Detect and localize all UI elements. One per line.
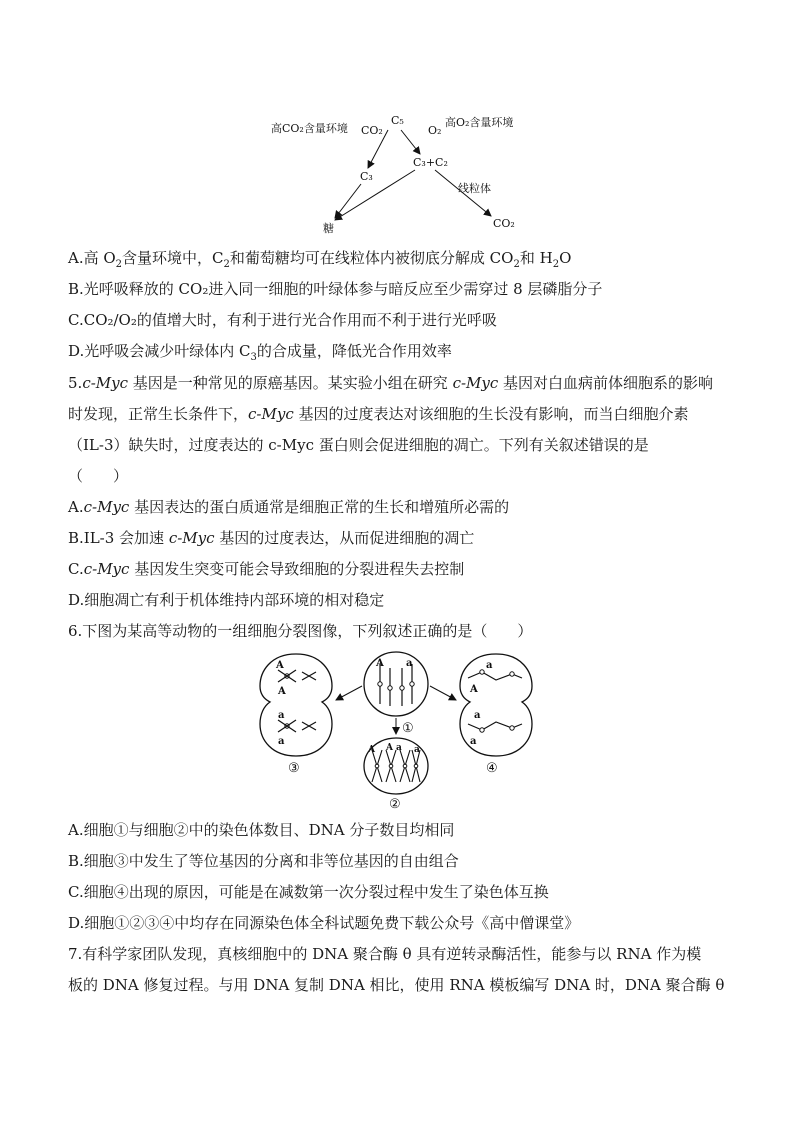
label-high-o2: 高O₂含量环境 [445, 116, 514, 129]
arrow-c3-to-sugar [335, 184, 361, 218]
photorespiration-diagram [265, 108, 535, 238]
label-c3: C₃ [360, 170, 373, 183]
cell4-allele-A: A [470, 684, 478, 695]
arrow-c3c2-to-sugar [335, 170, 415, 220]
cell2-allele-a1: a [396, 743, 402, 753]
q4-option-a: A.高 $O_2$含量环境中，$C_2$和葡萄糖均可在线粒体内被彻底分解成 $CO_2$和 $H_2O$ [68, 249, 572, 270]
label-mito: 线粒体 [458, 182, 491, 195]
label-co2-out: CO₂ [493, 217, 515, 230]
q7-stem-line1: 7.有科学家团队发现，真核细胞中的 DNA 聚合酶 θ 具有逆转录酶活性，能参与以 RNA 作为模 [68, 945, 702, 963]
cell-2 [364, 738, 428, 810]
q4-option-d: D.光呼吸会减少叶绿体内 $C_3$的合成量，降低光合作用效率 [68, 342, 452, 363]
q5-stem-line1: 5.c-Myc 基因是一种常见的原癌基因。某实验小组在研究 c-Myc 基因对白血病前体细胞系的影响 [68, 374, 714, 392]
q6-option-b: B.细胞③中发生了等位基因的分离和非等位基因的自由组合 [68, 852, 459, 870]
q4-option-b: B.光呼吸释放的 CO₂进入同一细胞的叶绿体参与暗反应至少需穿过 8 层磷脂分子 [68, 280, 603, 298]
cell2-label: ② [389, 797, 401, 810]
q5-stem-line2: 时发现，正常生长条件下，c-Myc 基因的过度表达对该细胞的生长没有影响，而当白细胞介素 [68, 405, 689, 423]
label-sugar: 糖 [323, 222, 334, 235]
q6-option-c: C.细胞④出现的原因，可能是在减数第一次分裂过程中发生了染色体互换 [68, 883, 549, 901]
label-co2-left: CO₂ [361, 124, 383, 137]
cell3-allele-A2: A [278, 686, 286, 697]
q6-option-a: A.细胞①与细胞②中的染色体数目、DNA 分子数目均相同 [68, 821, 455, 839]
arrow-1-to-3 [336, 686, 362, 700]
cell1-allele-a: a [406, 658, 413, 669]
cell2-allele-A2: A [386, 743, 393, 753]
q5-option-d: D.细胞凋亡有利于机体维持内部环境的相对稳定 [68, 591, 385, 609]
cell4-allele-a-mid: a [474, 710, 481, 721]
q7-stem-line2: 板的 DNA 修复过程。与用 DNA 复制 DNA 相比，使用 RNA 模板编写 DNA 时，DNA 聚合酶 θ [68, 976, 725, 994]
q5-stem-line3: （IL-3）缺失时，过度表达的 c-Myc 蛋白则会促进细胞的凋亡。下列有关叙述错误的是 [68, 436, 649, 454]
cell4-allele-a-top: a [486, 660, 493, 671]
cell-3 [260, 654, 332, 776]
cell3-allele-a1: a [278, 710, 285, 721]
label-high-co2: 高CO₂含量环境 [271, 122, 348, 135]
cell-division-diagram [256, 650, 536, 810]
cell4-label: ④ [486, 761, 498, 776]
cell3-label: ③ [288, 761, 300, 776]
cell1-label: ① [402, 721, 414, 736]
label-o2: O₂ [428, 124, 442, 137]
label-c3-c2: C₃+C₂ [413, 156, 448, 169]
q6-option-d: D.细胞①②③④中均存在同源染色体全科试题免费下载公众号《高中僧课堂》 [68, 914, 580, 932]
cell3-allele-A1: A [276, 660, 284, 671]
cell1-allele-A: A [376, 658, 384, 669]
q5-option-a: A.c-Myc 基因表达的蛋白质通常是细胞正常的生长和增殖所必需的 [68, 498, 510, 516]
arrow-c5-to-c3c2 [401, 130, 420, 154]
arrow-1-to-4 [430, 686, 456, 700]
q5-stem-line4: （ ） [68, 467, 129, 485]
cell3-allele-a2: a [278, 736, 285, 747]
cell-4 [460, 654, 532, 776]
q5-option-b: B.IL-3 会加速 c-Myc 基因的过度表达，从而促进细胞的凋亡 [68, 529, 475, 547]
q5-option-c: C.c-Myc 基因发生突变可能会导致细胞的分裂进程失去控制 [68, 560, 465, 578]
cell2-allele-A1: A [368, 745, 375, 755]
label-c5: C₅ [391, 114, 404, 127]
cell2-allele-a2: a [414, 745, 420, 755]
q6-stem: 6.下图为某高等动物的一组细胞分裂图像，下列叙述正确的是（ ） [68, 622, 533, 640]
cell4-allele-a-low: a [470, 736, 477, 747]
q4-option-c: C.CO₂/O₂的值增大时，有利于进行光合作用而不利于进行光呼吸 [68, 311, 497, 329]
